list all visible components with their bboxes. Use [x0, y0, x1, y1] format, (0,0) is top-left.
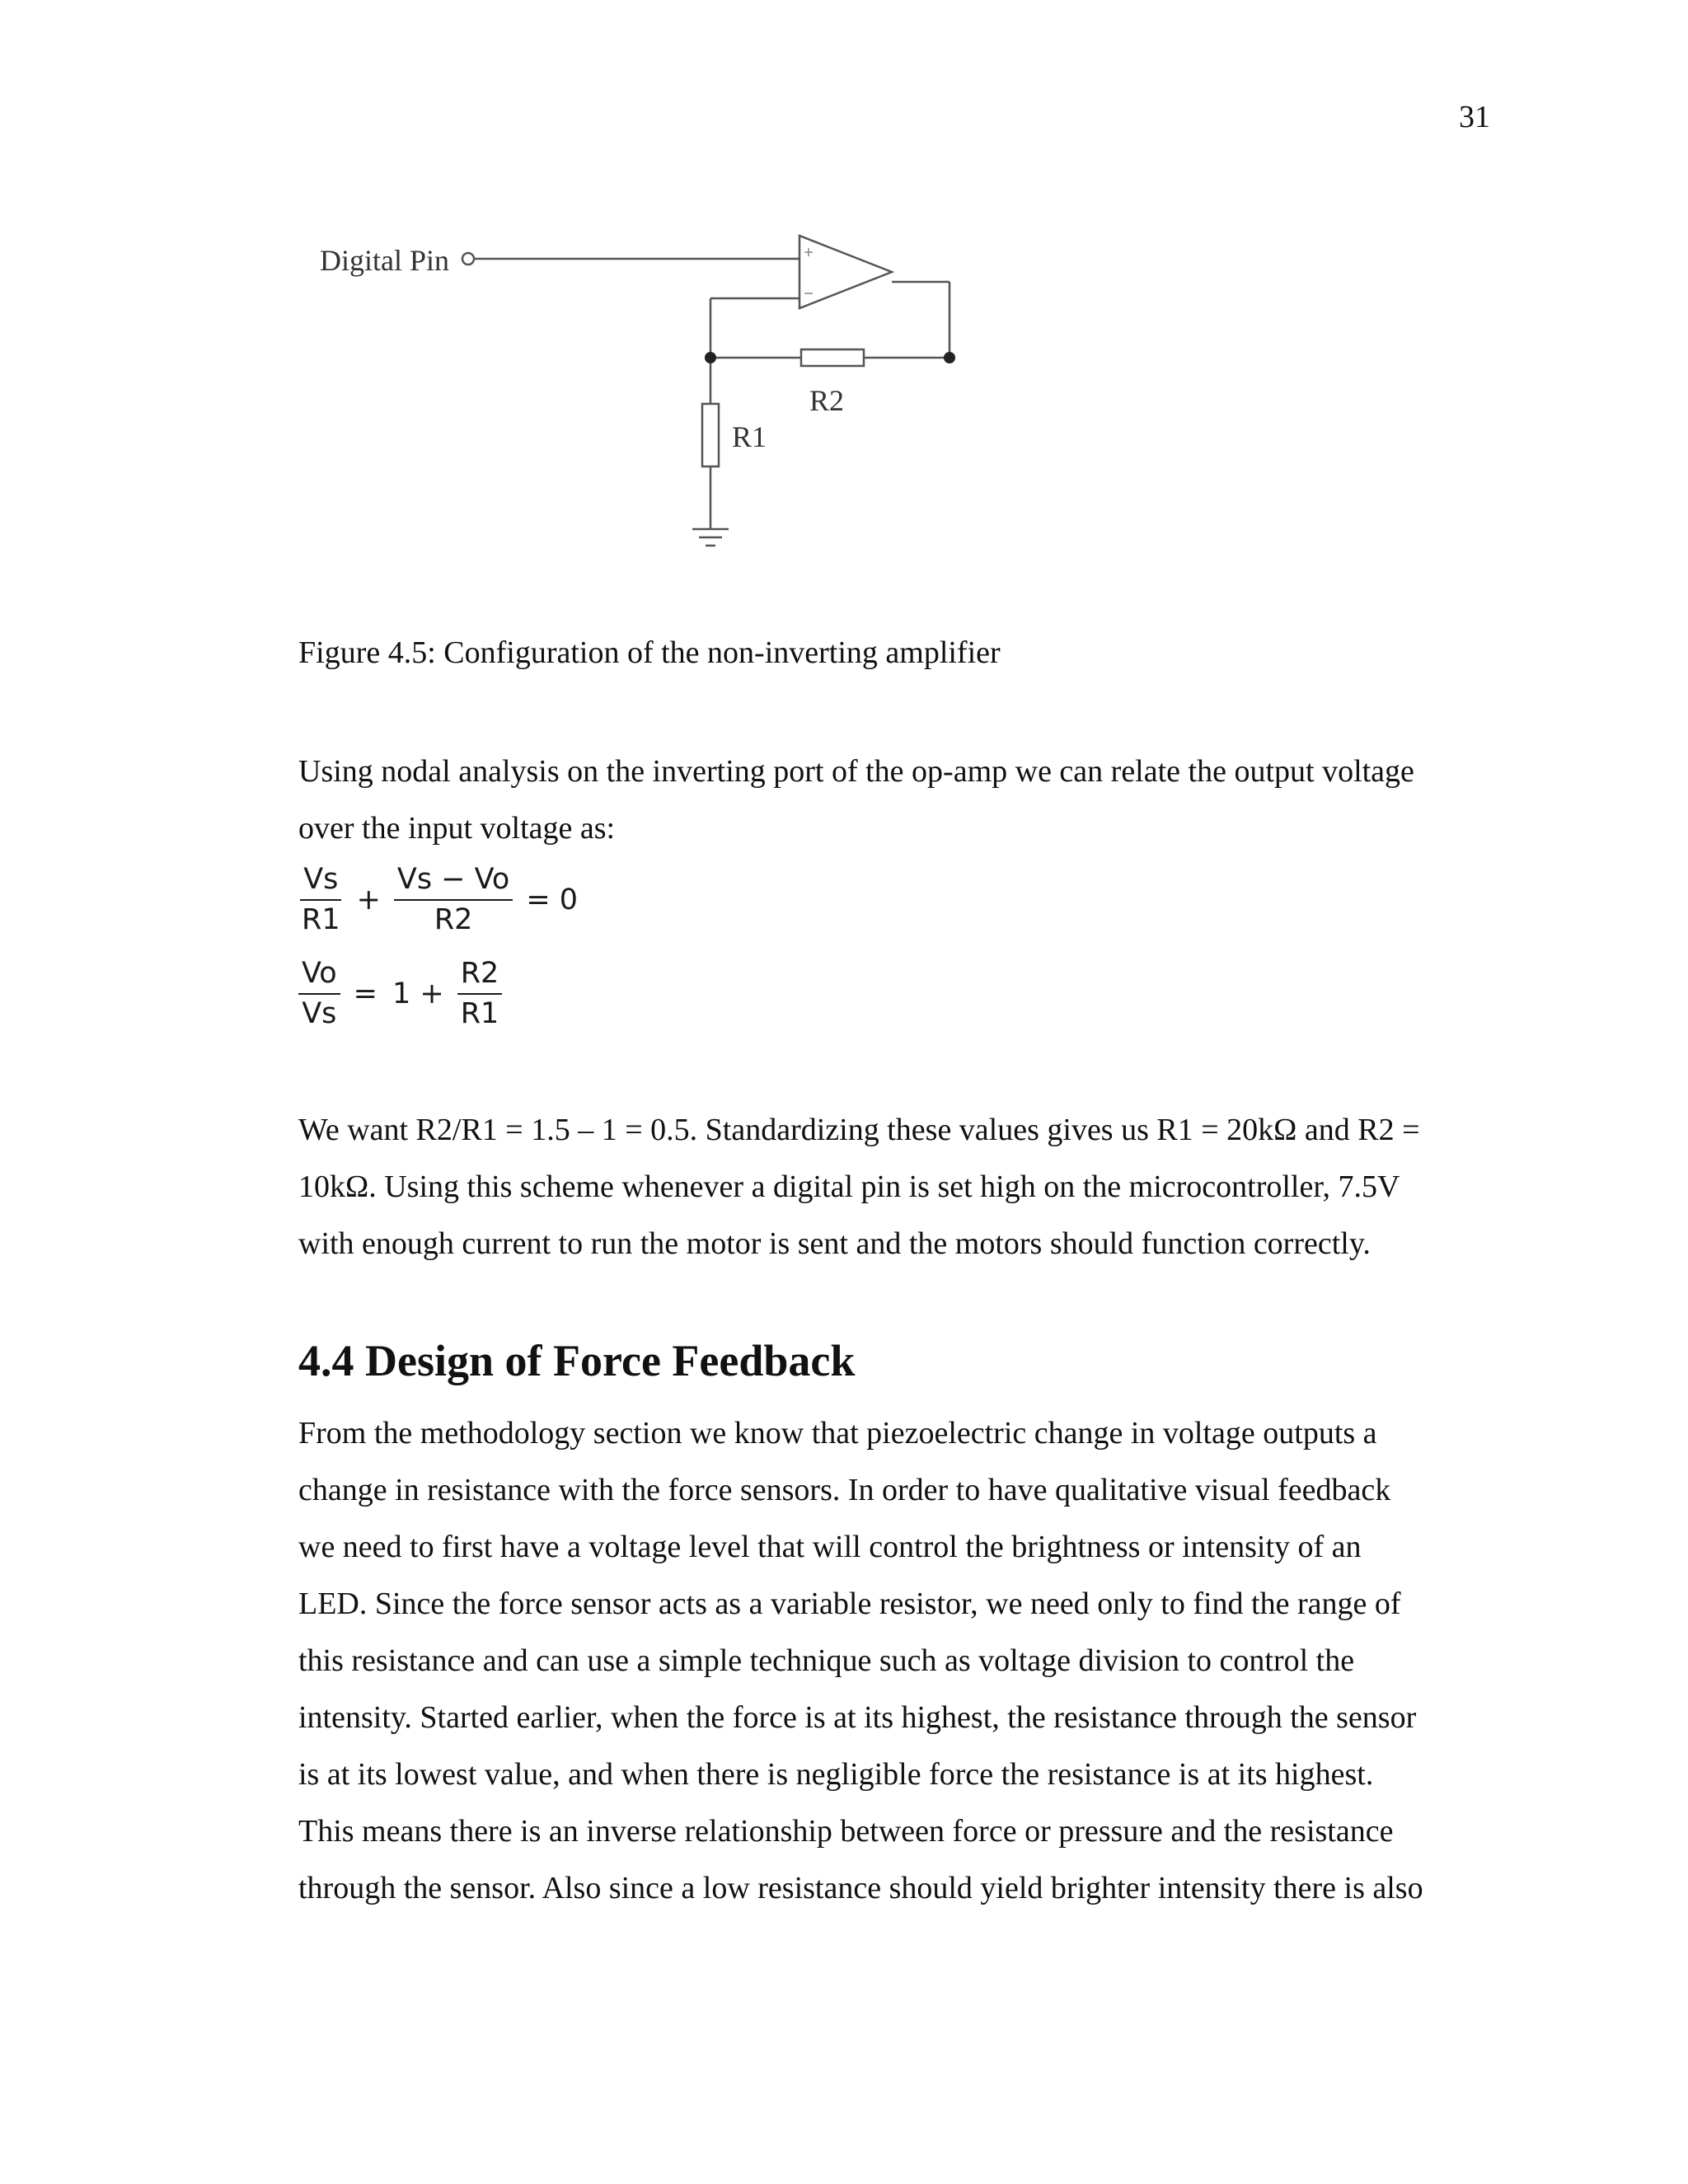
numerator: Vs: [300, 864, 341, 901]
junction-dot-right: [944, 352, 955, 363]
paragraph-line: we need to first have a voltage level that will control the brightness or intensity of an: [298, 1530, 1362, 1564]
one-plus: 1 +: [392, 977, 444, 1010]
digital-pin-terminal: [462, 253, 474, 265]
equation-gain: [298, 958, 502, 1029]
fraction-vs-r1: [298, 864, 344, 935]
paragraph-resistor-values: [298, 1102, 1502, 1272]
digital-pin-label: Digital Pin: [320, 244, 450, 277]
paragraph-line: intensity. Started earlier, when the force is at its highest, the resistance through the sensor: [298, 1700, 1417, 1735]
r2-label: R2: [809, 384, 845, 417]
numerator: Vo: [298, 958, 340, 995]
circuit-figure: [305, 223, 1006, 569]
fraction-r2-r1: [457, 958, 503, 1029]
denominator: R1: [302, 902, 340, 936]
paragraph-line: with enough current to run the motor is sent and the motors should function correctly.: [298, 1226, 1371, 1261]
plus-operator: +: [356, 883, 381, 916]
figure-caption: Figure 4.5: Configuration of the non-inverting amplifier: [298, 635, 1001, 670]
paragraph-line: We want R2/R1 = 1.5 – 1 = 0.5. Standardizing these values gives us R1 = 20kΩ and R2 =: [298, 1113, 1420, 1147]
r2-resistor: [801, 349, 864, 366]
fraction-vs-vo-r2: [394, 864, 513, 935]
equation-nodal: [298, 864, 579, 935]
paragraph-line: over the input voltage as:: [298, 811, 616, 846]
equals-zero: = 0: [526, 883, 579, 916]
paragraph-force-feedback: [298, 1405, 1502, 1917]
section-heading: 4.4 Design of Force Feedback: [298, 1336, 856, 1385]
equals-operator: =: [353, 977, 377, 1010]
paragraph-line: is at its lowest value, and when there is negligible force the resistance is at its highest.: [298, 1757, 1374, 1792]
paragraph-line: through the sensor. Also since a low resistance should yield brighter intensity there is also: [298, 1871, 1423, 1905]
denominator: R1: [460, 996, 499, 1030]
paragraph-line: Using nodal analysis on the inverting port of the op-amp we can relate the output voltage: [298, 754, 1414, 789]
denominator: Vs: [302, 996, 337, 1030]
numerator: Vs − Vo: [394, 864, 513, 901]
paragraph-nodal-analysis: [298, 743, 1502, 857]
paragraph-line: 10kΩ. Using this scheme whenever a digital pin is set high on the microcontroller, 7.5V: [298, 1169, 1400, 1204]
r1-resistor: [702, 404, 719, 466]
junction-dot-left: [705, 352, 716, 363]
denominator: R2: [434, 902, 473, 936]
circuit-diagram: [305, 223, 1006, 569]
paragraph-line: change in resistance with the force sensors. In order to have qualitative visual feedback: [298, 1473, 1391, 1507]
numerator: R2: [457, 958, 503, 995]
paragraph-line: this resistance and can use a simple technique such as voltage division to control the: [298, 1643, 1355, 1678]
page-number: 31: [1459, 100, 1490, 134]
fraction-vo-vs: [298, 958, 340, 1029]
paragraph-line: LED. Since the force sensor acts as a variable resistor, we need only to find the range of: [298, 1586, 1401, 1621]
op-amp-triangle: [799, 236, 892, 308]
paragraph-line: From the methodology section we know that piezoelectric change in voltage outputs a: [298, 1416, 1377, 1451]
paragraph-line: This means there is an inverse relationship between force or pressure and the resistance: [298, 1814, 1394, 1849]
r1-label: R1: [732, 420, 767, 453]
